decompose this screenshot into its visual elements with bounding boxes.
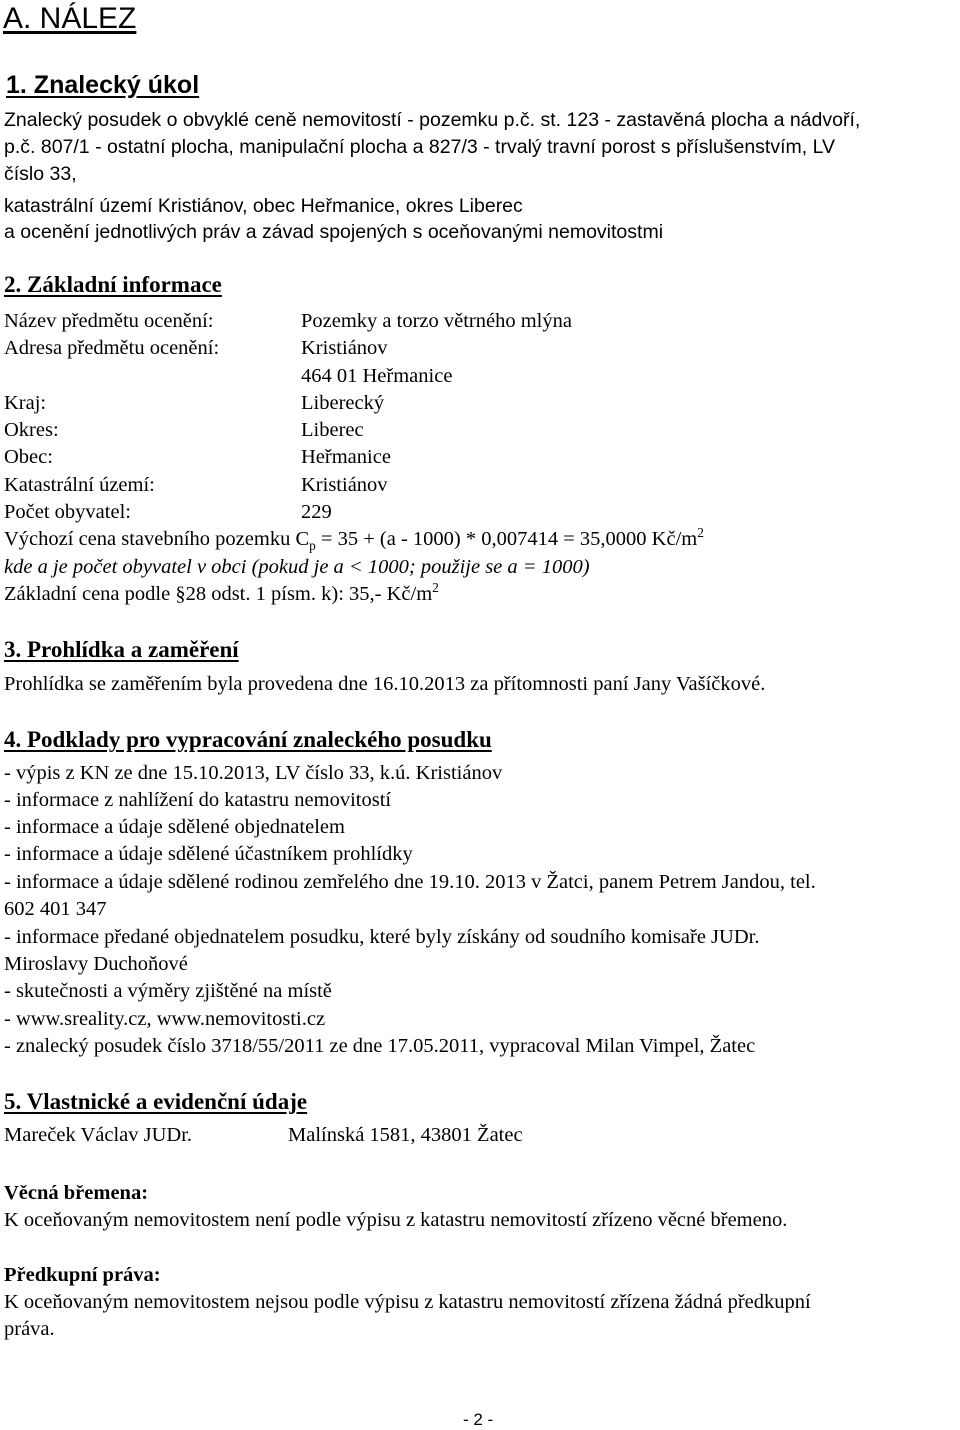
municipality-label: Obec: [4, 446, 53, 468]
source-item-8: - www.sreality.cz, www.nemovitosti.cz [4, 1008, 326, 1030]
source-item-5-cont: 602 401 347 [4, 898, 107, 920]
page-number: - 2 - [463, 1410, 494, 1429]
formula-rest: = 35 + (a - 1000) * 0,007414 = 35,0000 Kč/m [315, 528, 698, 550]
source-item-3: - informace a údaje sdělené objednatelem [4, 816, 345, 838]
formula-subscript: p [309, 538, 316, 554]
section5-heading: 5. Vlastnické a evidenční údaje [4, 1089, 308, 1114]
district-value: Liberec [301, 419, 364, 441]
source-item-6-cont: Miroslavy Duchoňové [4, 953, 188, 975]
section1-line-3: číslo 33, [4, 163, 77, 185]
cadastral-area-value: Kristiánov [301, 474, 388, 496]
section2-heading: 2. Základní informace [4, 272, 222, 297]
source-item-9: - znalecký posudek číslo 3718/55/2011 ze dne 17.05.2011, vypracoval Milan Vimpel, Žatec [4, 1035, 756, 1057]
inspection-text: Prohlídka se zaměřením byla provedena dne 16.10.2013 za přítomnosti paní Jany Vašíčkové. [4, 673, 766, 695]
source-item-1: - výpis z KN ze dne 15.10.2013, LV číslo 33, k.ú. Kristiánov [4, 762, 503, 784]
section4-heading: 4. Podklady pro vypracování znaleckého posudku [4, 727, 492, 752]
section3-heading: 3. Prohlídka a zaměření [4, 637, 239, 662]
municipality-value: Heřmanice [301, 446, 391, 468]
source-item-2: - informace z nahlížení do katastru nemovitostí [4, 789, 392, 811]
base-price-superscript: 2 [432, 580, 439, 596]
region-value: Liberecký [301, 392, 385, 414]
subject-address-label: Adresa předmětu ocenění: [4, 337, 220, 359]
population-value: 229 [301, 501, 332, 523]
subject-address-line-2: 464 01 Heřmanice [301, 365, 453, 387]
population-note: kde a je počet obyvatel v obci (pokud je a < 1000; použije se a = 1000) [4, 556, 590, 578]
subject-name-value: Pozemky a torzo větrného mlýna [301, 310, 572, 332]
section1-heading: 1. Znalecký úkol [6, 71, 200, 99]
section1-line-1: Znalecký posudek o obvyklé ceně nemovitostí - pozemku p.č. st. 123 - zastavěná plocha a nádvoří, [4, 109, 861, 131]
source-item-4: - informace a údaje sdělené účastníkem prohlídky [4, 843, 413, 865]
base-price-text: Základní cena podle §28 odst. 1 písm. k): 35,- Kč/m [4, 583, 433, 605]
formula-prefix: Výchozí cena stavebního pozemku C [4, 528, 310, 550]
source-item-7: - skutečnosti a výměry zjištěné na místě [4, 980, 332, 1002]
easements-text: K oceňovaným nemovitostem není podle výpisu z katastru nemovitostí zřízeno věcné břemeno. [4, 1209, 788, 1231]
population-label: Počet obyvatel: [4, 501, 131, 523]
subject-name-label: Název předmětu ocenění: [4, 310, 214, 332]
preemption-heading: Předkupní práva: [4, 1264, 161, 1286]
source-item-5: - informace a údaje sdělené rodinou zemřelého dne 19.10. 2013 v Žatci, panem Petrem Jandou, tel. [4, 871, 816, 893]
section1-line-4: katastrální území Kristiánov, obec Heřmanice, okres Liberec [4, 195, 523, 217]
source-item-6 [4, 926, 958, 949]
section1-line-2: p.č. 807/1 - ostatní plocha, manipulační plocha a 827/3 - trvalý travní porost s příslušenstvím, LV [4, 136, 835, 158]
subject-address-value: Kristiánov [301, 337, 388, 359]
region-label: Kraj: [4, 392, 47, 414]
base-price-formula [4, 525, 704, 554]
section1-line-5: a ocenění jednotlivých práv a závad spojených s oceňovanými nemovitostmi [4, 221, 664, 243]
easements-heading: Věcná břemena: [4, 1182, 149, 1204]
source-item-6-text: - informace předané objednatelem posudku, které byly získány od soudního komisaře JUDr. [4, 926, 760, 948]
cadastral-area-label: Katastrální území: [4, 474, 155, 496]
document-title: A. NÁLEZ [3, 2, 137, 35]
base-price-line [4, 580, 439, 606]
owner-address: Malínská 1581, 43801 Žatec [288, 1124, 523, 1146]
district-label: Okres: [4, 419, 59, 441]
preemption-text-line-1: K oceňovaným nemovitostem nejsou podle výpisu z katastru nemovitostí zřízena žádná předkupní [4, 1291, 811, 1313]
formula-superscript: 2 [697, 525, 704, 541]
owner-name: Mareček Václav JUDr. [4, 1124, 193, 1146]
preemption-text-line-2: práva. [4, 1318, 55, 1340]
